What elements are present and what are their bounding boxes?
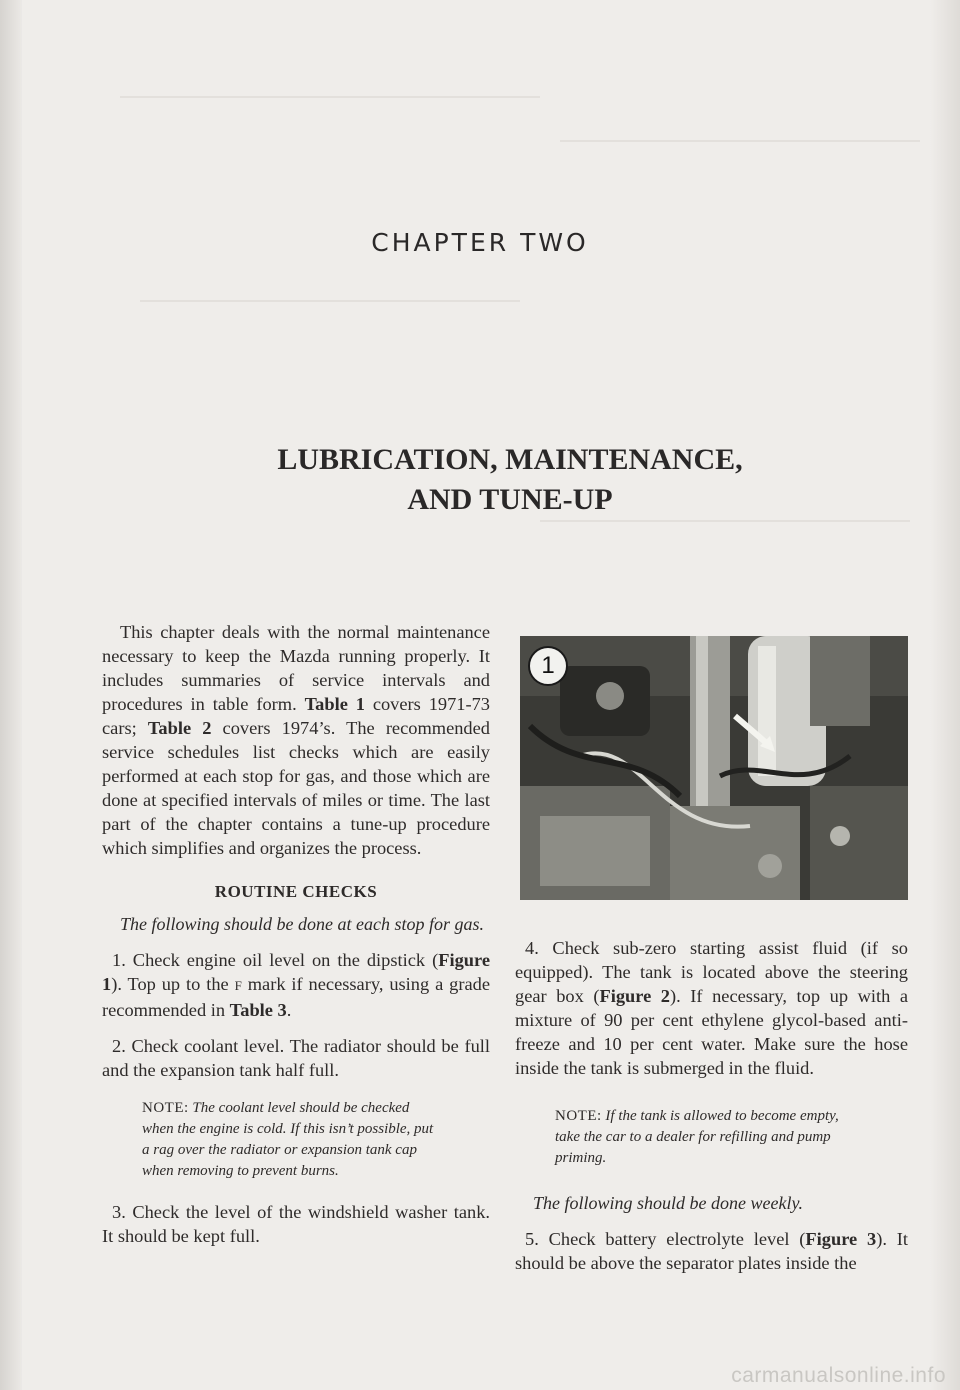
step-4 [515, 936, 908, 1080]
chapter-label: CHAPTER TWO [371, 228, 589, 257]
dipstick-f-mark: F [234, 978, 242, 993]
step-1-text: mark if necessary, using a grade recommended in [102, 974, 490, 1020]
step-5-text: 5. Check battery electrolyte level ( [525, 1229, 806, 1249]
section-heading-routine-checks: ROUTINE CHECKS [214, 882, 378, 901]
table-1-reference: Table 1 [304, 694, 365, 714]
left-column [102, 620, 490, 1248]
note-label: NOTE: [555, 1108, 602, 1124]
table-3-reference: Table 3 [229, 1000, 287, 1020]
page-edge-shadow [930, 0, 960, 1390]
page-binding-shadow [0, 0, 22, 1390]
note-text: The coolant level should be checked when the engine is cold. If this isn’t possible, put a rag over the radiator or expansion tank cap when removing to prevent burns. [142, 1100, 434, 1179]
gas-stop-lead: The following should be done at each stop for gas. [120, 914, 484, 934]
figure-callout-number: 1 [528, 646, 568, 686]
intro-text: covers 1974’s. The recommended service schedules list checks which are easily performed at each stop for gas, and those which are done at specified intervals of miles or time. The last part of the chapter contains a tune-up procedure which simplifies and organizes the process. [102, 718, 490, 858]
step-1 [102, 948, 490, 1022]
show-through-line [560, 140, 920, 142]
step-1-text: ). Top up to the [111, 974, 235, 994]
table-2-reference: Table 2 [147, 718, 212, 738]
chapter-title [0, 440, 960, 520]
note-text: If the tank is allowed to become empty, take the car to a dealer for refilling and pump priming. [555, 1108, 839, 1166]
engine-bay-photo [520, 636, 908, 900]
coolant-note [142, 1098, 442, 1182]
watermark: carmanualsonline.info [731, 1364, 946, 1387]
step-2: 2. Check coolant level. The radiator should be full and the expansion tank half full. [102, 1036, 490, 1080]
step-1-text: . [286, 1000, 292, 1020]
figure-1-reference: Figure 1 [102, 950, 490, 994]
step-4-text: ). If necessary, top up with a mixture of 90 per cent ethylene glycol-based anti-freeze and 10 per cent water. Make sure the hose inside the tank is submerged in the fluid. [515, 986, 908, 1078]
step-5 [515, 1227, 908, 1275]
step-1-text: 1. Check engine oil level on the dipstick ( [112, 950, 439, 970]
chapter-title-line-1: LUBRICATION, MAINTENANCE, [277, 443, 743, 476]
step-4-text: 4. Check sub-zero starting assist fluid (if so equipped). The tank is located above the steering gear box ( [515, 938, 908, 1006]
show-through-line [140, 300, 520, 302]
show-through-line [120, 96, 540, 98]
note-label: NOTE: [142, 1100, 189, 1116]
fluid-tank-note [555, 1106, 855, 1169]
step-3: 3. Check the level of the windshield washer tank. It should be kept full. [102, 1202, 490, 1246]
right-column [515, 922, 908, 1275]
show-through-line [540, 520, 910, 522]
weekly-lead: The following should be done weekly. [533, 1193, 803, 1213]
figure-1-engine-photo [520, 636, 908, 900]
intro-text: This chapter deals with the normal maintenance necessary to keep the Mazda running properly. It includes summaries of service intervals and procedures in table form. [102, 622, 490, 714]
intro-text: covers 1971-73 cars; [102, 694, 490, 738]
figure-2-reference: Figure 2 [599, 986, 671, 1006]
intro-paragraph [102, 620, 490, 860]
figure-3-reference: Figure 3 [805, 1229, 877, 1249]
chapter-title-line-2: AND TUNE-UP [407, 483, 613, 516]
step-5-text: ). It should be above the separator plates inside the [515, 1229, 908, 1273]
